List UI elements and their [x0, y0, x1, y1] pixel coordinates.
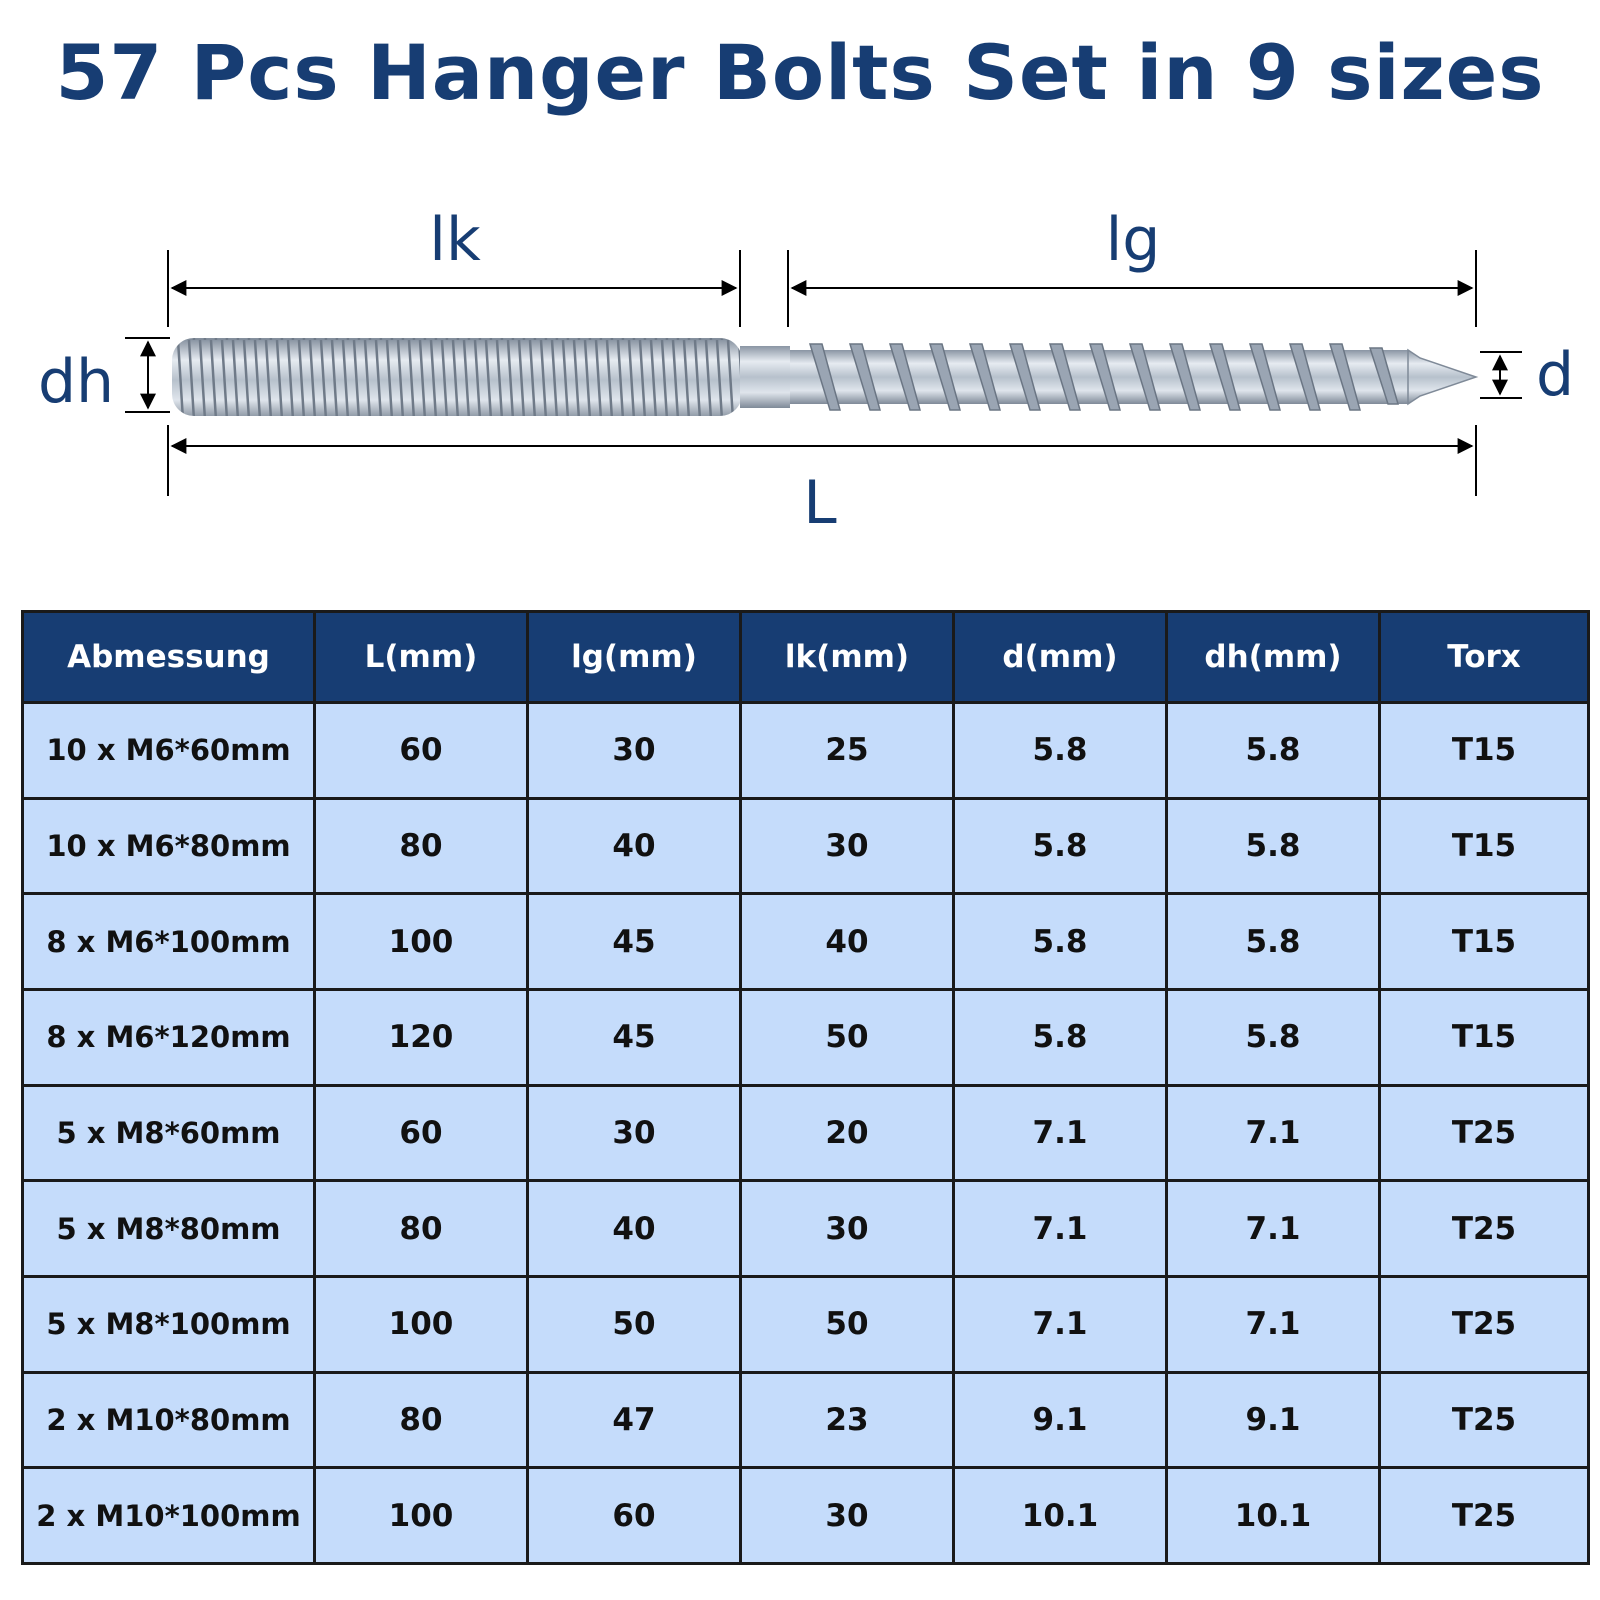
cell-lg: 40	[528, 798, 741, 894]
cell-d: 5.8	[954, 989, 1167, 1085]
cell-dh: 5.8	[1167, 989, 1380, 1085]
cell-dh: 7.1	[1167, 1085, 1380, 1181]
cell-lg: 47	[528, 1372, 741, 1468]
page-title: 57 Pcs Hanger Bolts Set in 9 sizes	[55, 28, 1545, 117]
cell-d: 5.8	[954, 894, 1167, 990]
cell-torx: T15	[1380, 703, 1589, 799]
table-row	[23, 1468, 1589, 1564]
label-L: L	[803, 468, 837, 538]
cell-lg: 45	[528, 894, 741, 990]
cell-dh: 5.8	[1167, 703, 1380, 799]
cell-abmessung: 10 x M6*80mm	[23, 798, 315, 894]
cell-dh: 7.1	[1167, 1276, 1380, 1372]
cell-lk: 23	[741, 1372, 954, 1468]
cell-length: 100	[315, 894, 528, 990]
cell-lk: 50	[741, 1276, 954, 1372]
cell-torx: T25	[1380, 1085, 1589, 1181]
cell-lk: 50	[741, 989, 954, 1085]
cell-lg: 50	[528, 1276, 741, 1372]
cell-lg: 40	[528, 1181, 741, 1277]
table-row	[23, 1372, 1589, 1468]
table-row	[23, 703, 1589, 799]
col-header-dh: dh(mm)	[1167, 612, 1380, 703]
cell-length: 80	[315, 798, 528, 894]
cell-abmessung: 2 x M10*80mm	[23, 1372, 315, 1468]
cell-torx: T25	[1380, 1181, 1589, 1277]
dimension-L	[168, 425, 1476, 538]
cell-abmessung: 5 x M8*80mm	[23, 1181, 315, 1277]
cell-abmessung: 8 x M6*120mm	[23, 989, 315, 1085]
cell-lg: 30	[528, 1085, 741, 1181]
cell-dh: 7.1	[1167, 1181, 1380, 1277]
cell-abmessung: 5 x M8*100mm	[23, 1276, 315, 1372]
cell-d: 5.8	[954, 798, 1167, 894]
cell-lk: 20	[741, 1085, 954, 1181]
cell-lk: 30	[741, 1181, 954, 1277]
cell-lk: 40	[741, 894, 954, 990]
label-dh: dh	[37, 347, 115, 417]
table-row	[23, 1181, 1589, 1277]
cell-length: 60	[315, 703, 528, 799]
cell-dh: 5.8	[1167, 798, 1380, 894]
cell-length: 60	[315, 1085, 528, 1181]
cell-lg: 60	[528, 1468, 741, 1564]
cell-dh: 10.1	[1167, 1468, 1380, 1564]
label-d: d	[1535, 340, 1575, 410]
cell-lk: 25	[741, 703, 954, 799]
cell-d: 7.1	[954, 1085, 1167, 1181]
bolt-tip	[1408, 350, 1476, 404]
cell-lg: 30	[528, 703, 741, 799]
cell-length: 80	[315, 1181, 528, 1277]
size-table	[21, 610, 1590, 1565]
cell-length: 120	[315, 989, 528, 1085]
cell-dh: 9.1	[1167, 1372, 1380, 1468]
cell-lk: 30	[741, 1468, 954, 1564]
col-header-abmessung: Abmessung	[23, 612, 315, 703]
cell-torx: T25	[1380, 1468, 1589, 1564]
table-row	[23, 989, 1589, 1085]
col-header-lk: lk(mm)	[741, 612, 954, 703]
cell-dh: 5.8	[1167, 894, 1380, 990]
cell-length: 100	[315, 1468, 528, 1564]
cell-torx: T15	[1380, 798, 1589, 894]
cell-abmessung: 5 x M8*60mm	[23, 1085, 315, 1181]
hanger-bolt-diagram	[0, 180, 1600, 560]
cell-length: 100	[315, 1276, 528, 1372]
table-header-row	[23, 612, 1589, 703]
cell-abmessung: 8 x M6*100mm	[23, 894, 315, 990]
col-header-length: L(mm)	[315, 612, 528, 703]
table-row	[23, 798, 1589, 894]
hanger-bolt	[172, 338, 1476, 416]
cell-lk: 30	[741, 798, 954, 894]
col-header-torx: Torx	[1380, 612, 1589, 703]
col-header-lg: lg(mm)	[528, 612, 741, 703]
dimension-lk	[168, 205, 740, 327]
cell-d: 9.1	[954, 1372, 1167, 1468]
dimension-dh	[38, 338, 170, 417]
cell-d: 5.8	[954, 703, 1167, 799]
cell-torx: T15	[1380, 989, 1589, 1085]
label-lk: lk	[429, 205, 481, 275]
cell-d: 10.1	[954, 1468, 1167, 1564]
cell-abmessung: 2 x M10*100mm	[23, 1468, 315, 1564]
cell-lg: 45	[528, 989, 741, 1085]
col-header-d: d(mm)	[954, 612, 1167, 703]
cell-d: 7.1	[954, 1181, 1167, 1277]
cell-torx: T25	[1380, 1276, 1589, 1372]
dimension-d	[1480, 340, 1574, 410]
cell-abmessung: 10 x M6*60mm	[23, 703, 315, 799]
table-row	[23, 1085, 1589, 1181]
cell-length: 80	[315, 1372, 528, 1468]
cell-torx: T15	[1380, 894, 1589, 990]
cell-torx: T25	[1380, 1372, 1589, 1468]
dimension-lg	[788, 205, 1476, 327]
label-lg: lg	[1105, 205, 1161, 275]
table-row	[23, 1276, 1589, 1372]
table-row	[23, 894, 1589, 990]
cell-d: 7.1	[954, 1276, 1167, 1372]
